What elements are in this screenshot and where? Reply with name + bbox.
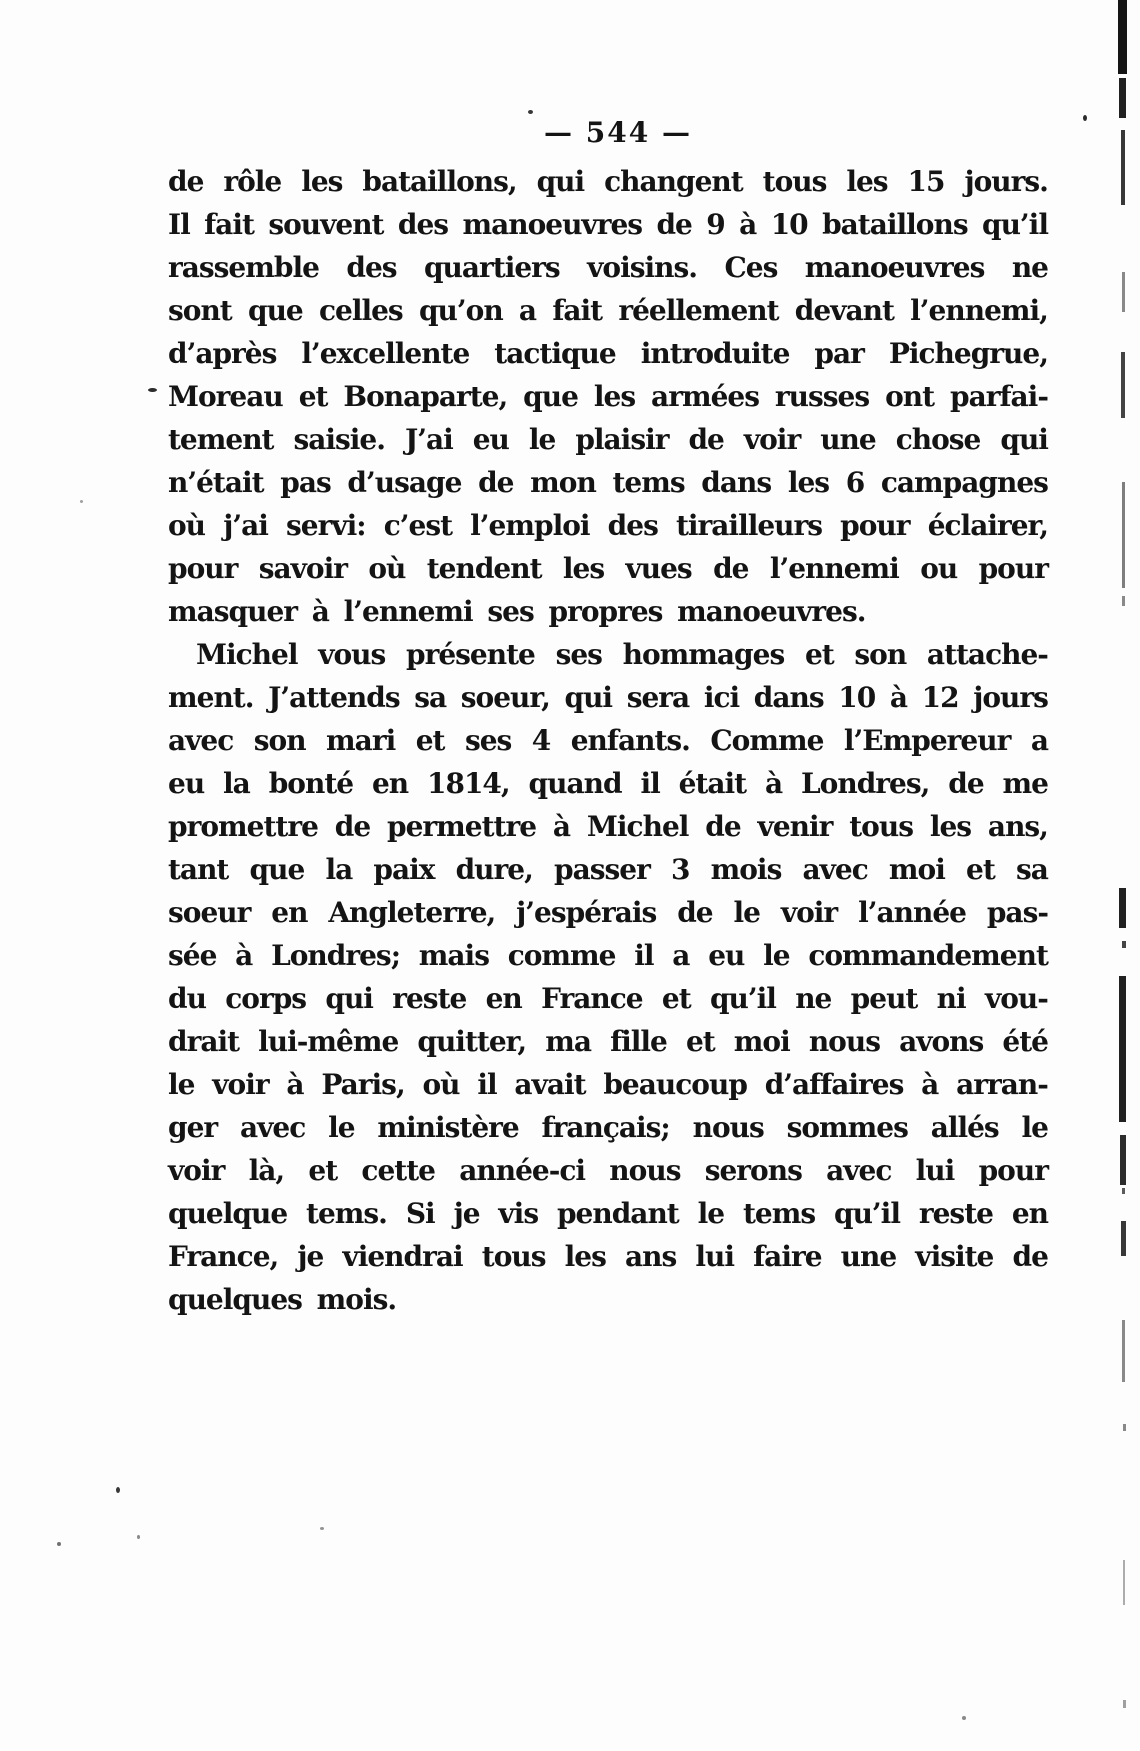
ink-speck [137, 1535, 140, 1539]
text-line: du corps qui reste en France et qu’il ne peut ni vou- [168, 982, 1048, 1015]
text-line: France, je viendrai tous les ans lui faire une visite de [168, 1240, 1048, 1273]
page-number-header: — 544 — [544, 116, 692, 149]
ink-speck [57, 1542, 61, 1546]
text-line: tant que la paix dure, passer 3 mois avec moi et sa [168, 853, 1048, 886]
binding-line-segment [1123, 1700, 1126, 1708]
text-line: promettre de permettre à Michel de venir tous les ans, [168, 810, 1048, 843]
text-line: d’après l’excellente tactique introduite par Pichegrue, [168, 337, 1048, 370]
ink-speck [116, 1487, 120, 1493]
text-line: soeur en Angleterre, j’espérais de le voir l’année pas- [168, 896, 1048, 929]
binding-line-segment [1121, 1221, 1126, 1256]
binding-line-segment [1122, 1188, 1125, 1194]
text-line: avec son mari et ses 4 enfants. Comme l’Empereur a [168, 724, 1048, 757]
text-line: pour savoir où tendent les vues de l’ennemi ou pour [168, 552, 1048, 585]
binding-line-segment [1123, 1424, 1126, 1431]
text-line: n’était pas d’usage de mon tems dans les 6 campagnes [168, 466, 1048, 499]
text-line: voir là, et cette année-ci nous serons avec lui pour [168, 1154, 1048, 1187]
ink-speck [80, 500, 83, 503]
text-line: quelque tems. Si je vis pendant le tems qu’il reste en [168, 1197, 1048, 1230]
text-line: sée à Londres; mais comme il a eu le commandement [168, 939, 1048, 972]
binding-line-segment [1119, 976, 1126, 1122]
text-line: quelques mois. [168, 1283, 397, 1316]
binding-line-segment [1123, 1560, 1125, 1605]
text-line: sont que celles qu’on a fait réellement devant l’ennemi, [168, 294, 1048, 327]
text-line: drait lui-même quitter, ma fille et moi nous avons été [168, 1025, 1048, 1058]
binding-line-segment [1120, 1135, 1126, 1185]
binding-line-segment [1119, 888, 1126, 928]
text-line: eu la bonté en 1814, quand il était à Londres, de me [168, 767, 1048, 800]
text-line: ment. J’attends sa soeur, qui sera ici dans 10 à 12 jours [168, 681, 1048, 714]
text-line: Michel vous présente ses hommages et son attache- [196, 638, 1048, 671]
page-text [168, 160, 1048, 1321]
ink-speck [320, 1527, 324, 1530]
text-line: le voir à Paris, où il avait beaucoup d’affaires à arran- [168, 1068, 1048, 1101]
binding-line-segment [1118, 0, 1127, 74]
binding-line-segment [1122, 596, 1125, 606]
ink-speck [1083, 115, 1087, 121]
text-line: tement saisie. J’ai eu le plaisir de voir une chose qui [168, 423, 1048, 456]
ink-speck [962, 1716, 966, 1720]
text-line: rassemble des quartiers voisins. Ces manoeuvres ne [168, 251, 1048, 284]
text-line: de rôle les bataillons, qui changent tous les 15 jours. [168, 165, 1048, 198]
text-line: Moreau et Bonaparte, que les armées russes ont parfai- [168, 380, 1048, 413]
binding-line-segment [1122, 482, 1125, 588]
text-line: Il fait souvent des manoeuvres de 9 à 10 bataillons qu’il [168, 208, 1048, 241]
binding-line-segment [1122, 941, 1126, 948]
binding-line-segment [1122, 1320, 1125, 1382]
binding-line-segment [1121, 130, 1125, 205]
ink-speck [148, 388, 157, 392]
text-line: où j’ai servi: c’est l’emploi des tirailleurs pour éclairer, [168, 509, 1048, 542]
text-line: ger avec le ministère français; nous sommes allés le [168, 1111, 1048, 1144]
binding-line-segment [1122, 272, 1125, 312]
ink-speck [528, 110, 533, 114]
text-line: masquer à l’ennemi ses propres manoeuvres. [168, 595, 866, 628]
binding-line-segment [1121, 352, 1125, 418]
binding-line-segment [1119, 78, 1126, 118]
